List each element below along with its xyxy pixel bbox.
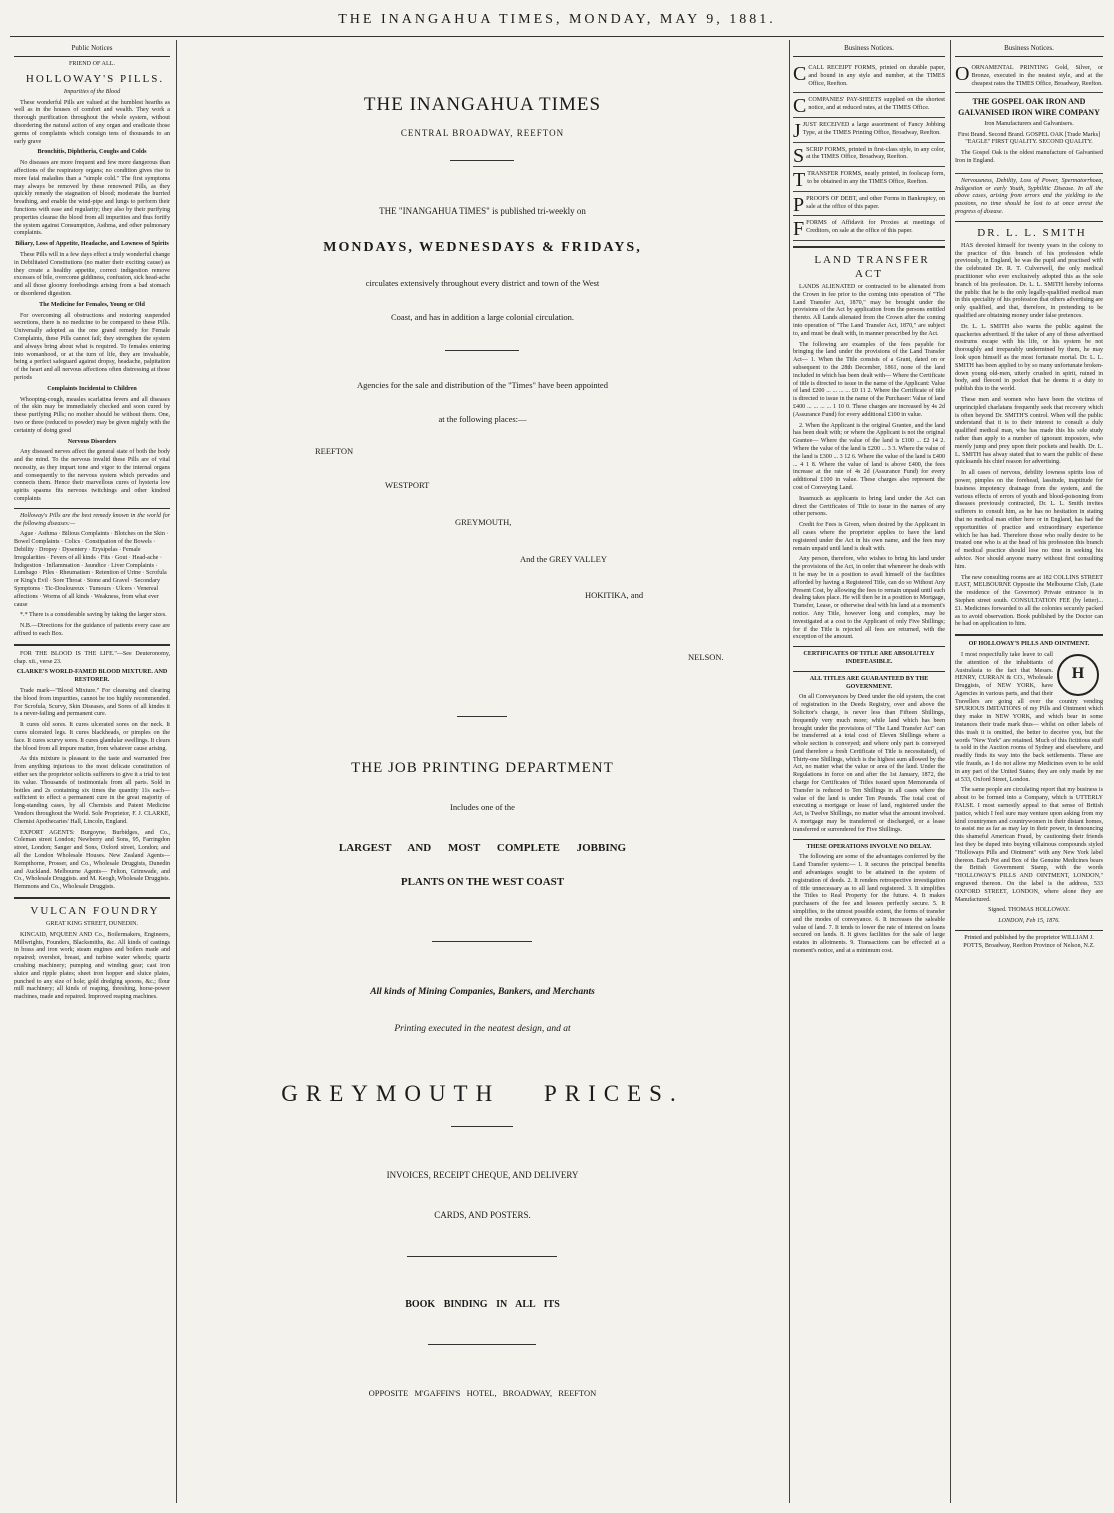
subheading: Nervous Disorders [67,438,117,445]
ad-line: INVOICES, RECEIPT CHEQUE, AND DELIVERY [386,1170,579,1180]
ornament-rule [428,1344,536,1345]
signature: Signed. THOMAS HOLLOWAY. [988,907,1070,914]
holloway-caution-heading: OF HOLLOWAY'S PILLS AND OINTMENT. [968,641,1090,648]
holloway-heading: HOLLOWAY'S PILLS. [25,72,165,85]
paragraph: The same people are circulating report that my business is about to be formed into a Company, which is UTTERLY FALSE. I most earnestly appeal to that sense of British justice, which I feel sure may venture upon asking from my kind countrymen and countrywomen in their distant homes, to assist me as far as may lay in their power, in denouncing this shameful American Fraud, by cautioning their friends lest they be duped into buying villainous compounds styled "Holloways Pills and Ointment" with any New York label thereon. Each Pot and Box of the Genuine Medicines bears the British Government Stamp, with the words "HOLLOWAY'S PILLS AND OINTMENT, LONDON," engraved thereon. On the label is the address, 533 OXFORD STREET, LONDON, where alone they are Manufactured. [955,787,1103,903]
notice: FFORMS of Affidavit for Proxies at meetings of Creditors, on sale at the office of this paper. [793,218,945,241]
column-header: Business Notices. [955,44,1103,57]
subheading: Biliary, Loss of Appetite, Headache, and Lowness of Spirits [15,241,169,248]
ornament-rule [451,1126,513,1127]
column-rule [176,40,177,1503]
paragraph: Credit for Fees is Given, when desired by the Applicant in all cases where the proprietor applies to have the land registered under the Act in his own name, and the fees may remain unpaid until land is dealt with. [793,522,945,552]
paragraph: These Pills will in a few days effect a truly wonderful change in Debilitated Constitutions (no matter their exciting cause) as they create a healthy appetite, correct indigestion remove excesses of bile, overcome giddiness, confusion, sick head-ache and all those gloomy forebodings arising from a bad stomach or disordered digestion. [14,251,170,297]
column-header: Public Notices [14,44,170,57]
ornament-rule [407,1256,557,1257]
ad-address: CENTRAL BROADWAY, REEFTON [400,128,565,138]
paragraph: Whooping-cough, measles scarlatina fevers and all diseases of the skin may be immediately checked and soon cured by these purifying Pills; no mother should be without them. One, two or three (reduced to powder) may be given nightly with the certainty of doing good [14,396,170,434]
subheading: Complaints Incidental to Children [47,385,137,392]
subheading: Bronchitis, Diphtheria, Coughs and Colds [37,149,147,156]
notice: TTRANSFER FORMS, neatly printed, in foolscap form, to be obtained in any the TIMES Office, Reefton. [793,169,945,192]
column-business-notices-2 [955,44,1103,1503]
paragraph: N.B.—Directions for the guidance of patients every case are affixed to each Box. [14,623,170,638]
notice: CCALL RECEIPT FORMS, printed on durable paper, and bound in any style and number, at the TIMES Office, Reefton. [793,61,945,93]
heading: FRIEND OF ALL. [69,60,115,67]
paragraph: Holloway's Pills are the best remedy known in the world for the following diseases:— [14,512,170,527]
masthead: THE INANGAHUA TIMES, MONDAY, MAY 9, 1881. [338,12,776,27]
column-header: Business Notices. [793,44,945,57]
paragraph: Any diseased nerves affect the general state of both the body and the mind. To the nervous invalid these Pills are of vital necessity, as they impart tone and vigor to the internal organs and consequently to the nervous system which pervades and connects them. Hence their marvellous cures of hysteria low spirits spasms fits nervous twitchings and other kindred complaints [14,449,170,503]
paragraph: LANDS ALIENATED or contracted to be alienated from the Crown in fee prior to the coming into operation of "The Land Transfer Act, 1870," may be brought under the provisions of the Act by application from the persons entitled thereto. All Lands alienated from the Crown after the coming into operation of "The Land Transfer Act, 1870," are subject to, and must be dealt with, in manner prescribed by the Act. [793,284,945,337]
subheading: Impurities of the Blood [63,88,121,95]
paragraph: As this mixture is pleasant to the taste and warranted free from anything injurious to the most delicate constitution of either sex the proprietor solicits sufferers to give it a trial to test its value. Thousands of testimonials from all parts. Sold in bottles and 2s containing six times the quantity 11s each—sufficient to effect a permanent cure in the great majority of long-standing cases, by all Chemists and Patent Medicine Vendors throughout the World. Sole Proprietor, F. J. CLARKE, Chemist Apothecaries' Hall, Lincoln, England. [14,756,170,825]
notice: SSCRIP FORMS, printed in first-class style, in any color, at the TIMES Office, Broadway, Reefton. [793,144,945,167]
gospel-heading: THE GOSPEL OAK IRON AND GALVANISED IRON WIRE COMPANY [958,97,1100,117]
trade-mark-stamp: H [1057,654,1099,696]
ad-line: All kinds of Mining Companies, Bankers, and Merchants [370,987,595,997]
paragraph: HAS devoted himself for twenty years in the colony to the practice of this branch of his profession while previously, in England, he was the pupil and practised with the celebrated Dr. R. T. Culverwell, the only medical practitioner who ever exclusively adopted this as the sole branch of his profession. Dr. L. L. SMITH hereby informs the public that he is the only legally-qualified medical man in this speciality of his profession that others advertising are only qualified, and that, therefore, in pretending to be qualified are obtaining money under false pretences. [955,242,1103,320]
notice: PPROOFS OF DEBT, and other Forms in Bankruptcy, on sale at the office of this paper. [793,193,945,216]
ad-line: Printing executed in the neatest design, and at [394,1024,571,1034]
ornament-rule [457,716,507,717]
subheading: THESE OPERATIONS INVOLVE NO DELAY. [806,843,932,850]
paragraph: Inasmuch as applicants to bring land under the Act can direct the Certificates of Title to issue in the names of any other persons. [793,495,945,518]
paragraph: The following are some of the advantages conferred by the Land Transfer system:— 1. It secures the principal benefits and advantages sought to be attained in the system of registration of deeds. 2. It renders retrospective investigation of title unnecessary as to all land registered. 3. It simplifies the Titles to Real Property for the future. 4. It makes purchasers of the fee and lessees perfectly secure. 5. It simplifies, to the utmost possible extent, the forms of transfer and the modes of conveyance. 6. It increases the saleable value of land. 7. It tends to lower the rate of interest on loans secured on lands. 8. It gives facilities for the sale of large estates in allotments. 9. Transactions can be effected at a moment's notice, and at a minimum cost. [793,854,945,955]
paragraph: Any person, therefore, who wishes to bring his land under the provisions of the Act, in order that whenever he deals with it he may be in a position to avail himself of the facilities afforded by having a Registered Title, can do so Without Any Present Cost, by allowing the fees to remain unpaid until such dealing takes place. He will then be in a position to Mortgage, Transfer, Lease, or otherwise deal with his land at a moment's notice. Any Title, however long and complex, may be investigated at a cost to the Applicant of only Five Shillings; for if the Title is rejected all fees are returned, with the exception of the amount. [793,556,945,641]
paragraph: These men and women who have been the victims of unprincipled charlatans frequently seek that recovery which is often beyond Dr. SMITH'S control. When will the public understand that it is to their interest to consult a duly qualified medical man, who has made this his sole study rather than apply to a number of ignorant impostors, who merely jump and prey upon their pockets and health. Dr. L. L. SMITH has alway stated that to warn the public of these quicksands his chief reason for advertising. [955,397,1103,466]
smith-heading: DR. L. L. SMITH [977,226,1087,239]
paragraph: I most respectfully take leave to call the attention of the inhabitants of Australasia to the fact that Messrs. HENRY, CURRAN & CO., Wholesale Druggists, of NEW YORK, have Agencies in various parts, and that their Travellers are going all over the country vending SPURIOUS IMITATIONS of my Pills and Ointment which they make in NEW YORK, and which bear in some instances their trade mark thus— whilst on other labels of this trash it is omitted, the better to deceive you, but the words "New York" are retained. Much of this fictitious stuff is sold in the Auction rooms of Sydney and elsewhere, and readily finds its way into the back settlements. These are vile frauds, as I do not allow my Medicines even to be sold in any part of the United States; they are only made by me at 533, Oxford Street, London. [955,651,1103,783]
ad-line: THE "INANGAHUA TIMES" is published tri-weekly on [379,206,586,216]
column-business-notices-1 [793,44,945,1503]
notice: JJUST RECEIVED a large assortment of Fancy Jobbing Type, at the TIMES Printing Office, Broadway, Reefton. [793,119,945,142]
subheading: GREAT KING STREET, DUNEDIN. [45,921,139,928]
paragraph: Nervousness, Debility, Loss of Power, Spermatorrhoea, Indigestion or early Youth, Syphilitic Disease. In all the above cases, arising from errors and the yielding to the passions, no time should be lost to at once arrest the progress of disease. [955,177,1103,215]
ornament-rule [445,350,519,351]
column-rule [950,40,951,1503]
ad-line: Includes one of the [450,802,515,812]
paragraph: On all Conveyances by Deed under the old system, the cost of registration in the Deeds Registry, over and above the Solicitor's charge, is never less than Fifteen Shillings, frequently very much more; while land which has been brought under the provisions of "The Land Transfer Act" can be transferred at a total cost of Eleven Shillings where a whole section is conveyed; and where only part is conveyed (and therefore a fresh Certificate of Title is necessitated), of Thirty-one Shillings, which is the highest sum allowed by the Act, no matter what the value or area of the land. Under the Regulations in force on and after the 1st January, 1872, the charge for Certificates of Titles issued upon Memoranda of Transfer is reduced to Ten Shillings in all cases where the value of the land is under Ten Pounds. The total cost of executing a mortgage or lease of land, registered under the Act, is Twelve Shillings, no matter what the amount involved. A mortgage may be transferred or discharged, or a lease transferred or surrendered for Five Shillings. [793,694,945,833]
paragraph: EXPORT AGENTS: Burgoyne, Burbidges, and Co., Coleman street London; Newberry and Sons, 95, Farringdon street, London; Sanger and Sons, Oxford street, London; and all the London Wholesale Houses. New Zealand Agents— Kempthorne, Prosser, and Co., Wholesale Druggists, Dunedin and Auckland. Melbourne Agents— Felton, Grimwade, and Co., Wholesale Druggists. and M. Keogh, Wholesale Druggists. Hemmons and Co., Wholesale Druggists. [14,829,170,891]
ad-title: THE INANGAHUA TIMES [363,94,602,115]
vulcan-heading: VULCAN FOUNDRY [30,904,160,917]
paragraph: For overcoming all obstructions and restoring suspended secretions, there is no medicine to be compared to these Pills. Universally adopted as the one grand remedy for Female Complaints, these Pills cannot fail; they strengthen the system and always bring about what is required. To females entering into womanhood, or at the turn of life, they are invaluable, being a perfect safeguard against dropsy, headache, palpitation of the heart and all nervous affections often distressing at those periods [14,312,170,381]
times-advertisement [180,44,785,1503]
paragraph: It cures old sores. It cures ulcerated sores on the neck. It cures ulcerated legs. It cures blackheads, or pimples on the face. It cures scurvy sores. It cures glandular swellings. It clears the blood from all impure matter, from whatever cause arising. [14,722,170,752]
subheading: The Medicine for Females, Young or Old [39,301,145,308]
paragraph: FOR THE BLOOD IS THE LIFE."—See Deuteronomy, chap. xii., verse 23. [14,650,170,665]
paragraph: 2. When the Applicant is the original Grantee, and the land has been dealt with; or where the Applicant is not the original Grantee— Where the value of the land is £100 ... £2 14 2. Where the value of the land is £200 ... 3 3. Where the value of the land is £300 ... 3 12 6. Where the value of the land is £400 ... 4 1 8. Where the value of land is above £400, the fees increase at the rate of 4s 2d (Assurance Fund) for every additional £100 in value. These charges also represent the cost of Conveying Land. [793,422,945,491]
prices-heading: GREYMOUTH PRICES. [281,1081,684,1106]
ad-plants: PLANTS ON THE WEST COAST [400,876,565,888]
place-name: GREYMOUTH, [455,517,512,527]
paragraph: Trade mark—"Blood Mixture." For cleansing and clearing the blood from impurities, cannot be too highly recommended. For Scrofula, Scurvy, Skin Diseases, and Sores of all kindes it is a never-failing and permanent cure. [14,688,170,718]
ad-days: MONDAYS, WEDNESDAYS & FRIDAYS, [323,240,642,255]
ad-line: circulates extensively throughout every district and town of the West [365,278,600,288]
notice [955,93,1103,173]
place-name: WESTPORT [385,480,430,490]
paragraph: The new consulting rooms are at 182 COLLINS STREET EAST, MELBOURNE Opposite the Melbourne Club, (Late the residence of the Governor) Private entrance is in Stephen street south. CONSULTATION FEE (by letter)... £1. Medicines forwarded to all the colonies securely packed as to avoid observation. Book published by the Doctor can be had on application to him. [955,574,1103,628]
ad-line: Coast, and has in addition a large colonial circulation. [390,312,574,322]
ad-line: Agencies for the sale and distribution of the "Times" have been appointed [357,380,608,390]
ad-line: at the following places:— [438,414,527,424]
paragraph: First Brand. Second Brand. GOSPEL OAK [Trade Marks] "EAGLE" FIRST QUALITY. SECOND QUALITY. [957,131,1101,146]
land-transfer-heading: LAND TRANSFER ACT [814,253,930,280]
subheading: ALL TITLES ARE GUARANTEED BY THE GOVERNMENT. [809,675,929,690]
ad-largest: LARGEST AND MOST COMPLETE JOBBING [338,842,627,854]
paragraph: KINCAID, M'QUEEN AND Co., Boilermakers, Engineers, Millwrights, Founders, Blacksmiths, &c. All kinds of castings in brass and iron work; steam engines and boilers made and repaired; overshot, breast, and turbine water wheels; quartz crushing machinery; pumping and winding gear; cast iron sluice and ripple plates; sheet iron hopper and sluice plates, punched to any size of hole; gold dredging spoons, &c.; flour mill machinery; all kinds of reaping, threshing, horse-power machines, made and repaired. Improved reaping machines. [14,931,170,1001]
place-name: And the GREY VALLEY [520,554,607,564]
subheading: CERTIFICATES OF TITLE ARE ABSOLUTELY INDEFEASIBLE. [803,651,935,665]
disease-list: Ague · Asthma · Bilious Complaints · Blotches on the Skin · Bowel Complaints · Colics · Constipation of the Bowels · Debility · Dropsy · Dysentery · Erysipelas · Female Irregularities · Fevers of all kinds · Fits · Gout · Head-ache · Indigestion · Inflammation · Jaundice · Liver Complaints · Lumbago · Piles · Rheumatism · Retention of Urine · Scrofula or King's Evil · Sore Throat · Stone and Gravel · Secondary Symptoms · Tic-Douloureux · Tumours · Ulcers · Venereal affections · Worms of all kinds · Weakness, from what ever cause [14,531,169,608]
paragraph: *.* There is a considerable saving by taking the larger sizes. [20,612,167,619]
notice: OORNAMENTAL PRINTING Gold, Silver, or Bronze, executed in the neatest style, and at the cheapest rates the TIMES Office, Broadway, Reefton. [955,61,1103,93]
paragraph: The Gospel Oak is the oldest manufacture of Galvanised Iron in England. [955,150,1103,164]
ad-line: CARDS, AND POSTERS. [434,1210,531,1220]
ornament-rule [432,941,532,942]
date: LONDON, Feb 15, 1876. [998,918,1060,925]
notice: CCOMPANIES' PAY-SHEETS supplied on the shortest notice, and at reduced rates, at the TIMES Office. [793,95,945,118]
paragraph: In all cases of nervous, debility lowness spirits loss of power, pimples on the forehead, lassitude, inaptitude for business impotency drainage from the system, and the various effects of errors of youth and blood-poisoning from diseases previously contracted, Dr. L. L. Smith invites sufferers to consult him, as he has no hesitation in stating that no medical man either here or in England, has had the opportunities of practice and extraordinary experience which he has had. Therefore those who really desire to be treated one who is at the head of his profession this branch of medical practice should lose no time in seeking his advice. Nor should anyone marry without first consulting him. [955,470,1103,570]
ad-line: OPPOSITE M'GAFFIN'S HOTEL, BROADWAY, REEFTON [368,1388,597,1398]
column-public-notices [14,44,170,1503]
job-heading: THE JOB PRINTING DEPARTMENT [351,760,614,776]
ad-line: BOOK BINDING IN ALL ITS [405,1299,560,1310]
place-name: NELSON. [688,652,724,662]
paragraph: These wonderful Pills are valued at the humblest hearths as well as in the houses of comfort and wealth. They work a thorough purification throughout the whole system, without disordering the natural action of any organ and eradicate those germs of complaints which consign tens of thousands to an early grave [14,99,170,145]
paragraph: Dr. L. L. SMITH also warns the public against the quackeries advertised. If the taker of any of these advertised nostrums escape with his life, or his system be not thoroughly and irreparably undermined by them, he may look upon himself as the most fortunate mortal. Dr. L. L. SMITH has been applied to by so many unfortunate broken-down young old-men, utterly crushed in spirit, ruined in body, and fleeced in pocket that he deems it a duty to publish this to the world. [955,323,1103,393]
paragraph: No diseases are more frequent and few more dangerous than affections of the respiratory organs; no condition gives rise to more fatal maladies than a "simple cold." The first symptoms may always be removed by these renowned Pills, as they quickly remedy the stagnation of blood; moderate the hurried breathing, and enable the wind-pipe and lungs to perform their functions with ease and regularity; they also by their purifying properties cleanse the blood from all impurities and thus fortify the system against Consumption, Asthma, and other pulmonary complaints. [14,160,170,237]
column-rule [789,40,790,1503]
paragraph: The following are examples of the fees payable for bringing the land under the provisions of the Land Transfer Act— 1. When the Title consists of a Grant, dated on or subsequent to the 28th December, 1861, none of the land included in which has been dealt with— Where the Certificate of title is directed to issue in the name of the Applicant: Value of land £200 ... ... ... ... £0 11 2. Where the Certificate of title is directed to issue in the name of the Purchaser: Value of land £400 ... ... ... ... 1 10 0. These charges are increased by 4s 2d (Assurance Fund) for every additional £100 in value. [793,341,945,418]
place-name: REEFTON [315,446,354,456]
clarke-heading: CLARKE'S WORLD-FAMED BLOOD MIXTURE. AND RESTORER. [16,669,168,684]
masthead-rule [10,36,1104,37]
place-name: HOKITIKA, and [585,590,644,600]
imprint: Printed and published by the proprietor WILLIAM J. POTTS, Broadway, Reefton Province of Nelson, N.Z. [963,935,1095,949]
subheading: Iron Manufacturers and Galvanisers. [984,120,1074,127]
ornament-rule [450,160,514,161]
